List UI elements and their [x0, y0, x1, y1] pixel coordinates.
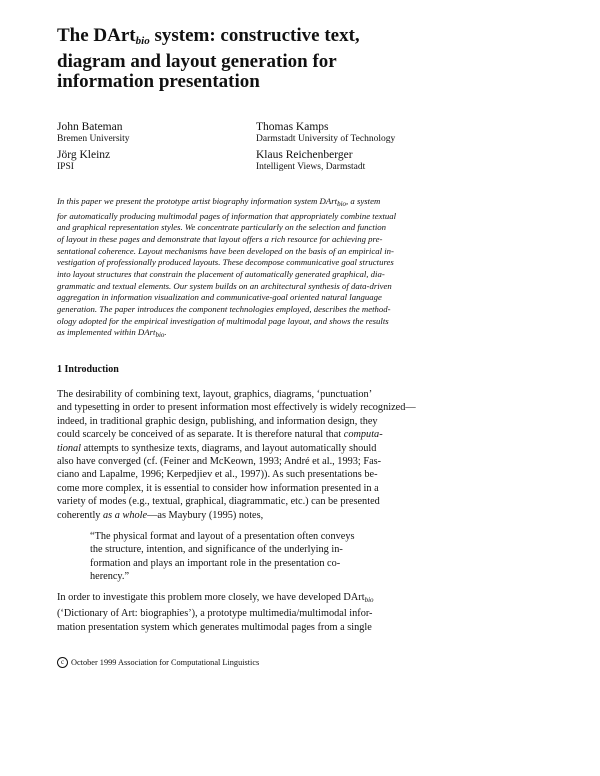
intro-paragraph	[57, 388, 547, 522]
block-quote	[90, 530, 354, 584]
abstract-line: and graphical representation styles. We concentrate particularly on the selection and function	[57, 222, 387, 233]
author-affiliation: Darmstadt University of Technology	[256, 134, 396, 144]
quote-line: “The physical format and layout of a presentation often conveys	[90, 531, 355, 542]
abstract-line: for automatically producing multimodal pages of information that appropriately combine textual	[57, 210, 397, 221]
body-line: mation presentation system which generates multimodal pages from a single	[57, 621, 372, 633]
title-line-3: information presentation	[57, 71, 260, 92]
copyright-icon: c	[57, 657, 68, 668]
author-block	[57, 149, 110, 173]
author-block	[57, 121, 130, 145]
author-affiliation: IPSI	[57, 162, 74, 172]
author-name: John Bateman	[57, 121, 123, 133]
body-line: (‘Dictionary of Art: biographies’), a prototype multimedia/multimodal infor-	[57, 608, 373, 620]
title-line-1: The DArt$_{bio}$ system: constructive text,	[57, 25, 360, 47]
abstract-line: vestigation of professionally produced layouts. These decompose communicative goal structures	[57, 257, 394, 268]
abstract-line: of layout in these pages and demonstrate that layout offers a rich resource for achieving pre-	[57, 233, 383, 244]
abstract-line: as implemented within DArt$_{bio}$.	[57, 327, 167, 340]
abstract-line: aggregation in information visualization and communicative-goal oriented natural language	[57, 292, 382, 303]
continuation-paragraph	[57, 591, 374, 634]
author-name: Thomas Kamps	[256, 121, 329, 133]
body-line: tional attempts to synthesize texts, diagrams, and layout automatically should	[57, 442, 377, 454]
author-block	[256, 149, 365, 173]
quote-line: the structure, intention, and significance of the underlying in-	[90, 544, 343, 556]
body-line: also have converged (cf. (Feiner and McKeown, 1993; André et al., 1993; Fas-	[57, 456, 382, 468]
body-line: variety of modes (e.g., textual, graphical, diagrammatic, etc.) can be presented	[57, 496, 380, 508]
body-line: indeed, in traditional graphic design, publishing, and information design, they	[57, 415, 378, 427]
paper-title	[57, 26, 417, 93]
author-block	[256, 121, 395, 145]
quote-line: herency.”	[90, 571, 130, 583]
title-line-2: diagram and layout generation for	[57, 50, 337, 72]
abstract-line: grammatic and textual elements. Our system builds on an architectural synthesis of data-driven	[57, 280, 392, 291]
author-affiliation: Intelligent Views, Darmstadt	[256, 162, 366, 172]
abstract-line: In this paper we present the prototype artist biography information system DArt$_{bio}$, a system	[57, 196, 381, 208]
abstract-line: into layout structures that constrain the placement of automatically generated graphical, dia-	[57, 268, 385, 279]
abstract-line: sentational coherence. Layout mechanisms have been developed on the basis of an empirical in-	[57, 245, 394, 256]
abstract-line: ology adopted for the empirical investigation of multimodal page layout, and shows the results	[57, 315, 389, 326]
body-line: ciano and Lapalme, 1996; Kerpedjiev et al., 1997)). As such presentations be-	[57, 469, 378, 481]
footer-text: October 1999 Association for Computational Linguistics	[71, 658, 260, 667]
abstract	[57, 196, 547, 342]
author-name: Jörg Kleinz	[57, 149, 111, 161]
author-affiliation: Bremen University	[57, 134, 130, 144]
section-heading: 1 Introduction	[57, 364, 119, 375]
quote-line: formation and plays an important role in the presentation co-	[90, 557, 341, 569]
abstract-line: generation. The paper introduces the component technologies employed, describes the method-	[57, 303, 391, 314]
body-line: The desirability of combining text, layout, graphics, diagrams, ‘punctuation’	[57, 389, 373, 400]
body-line: could scarcely be conceived of as separate. It is therefore natural that computa-	[57, 429, 383, 441]
body-line: come more complex, it is essential to consider how information presented in a	[57, 482, 379, 494]
author-name: Klaus Reichenberger	[256, 149, 353, 161]
body-line: In order to investigate this problem more closely, we have developed DArt$_{bio}$	[57, 592, 374, 604]
body-line: coherently as a whole—as Maybury (1995) notes,	[57, 509, 264, 521]
copyright-footer	[57, 657, 259, 668]
body-line: and typesetting in order to present information most effectively is widely recognized—	[57, 402, 416, 414]
